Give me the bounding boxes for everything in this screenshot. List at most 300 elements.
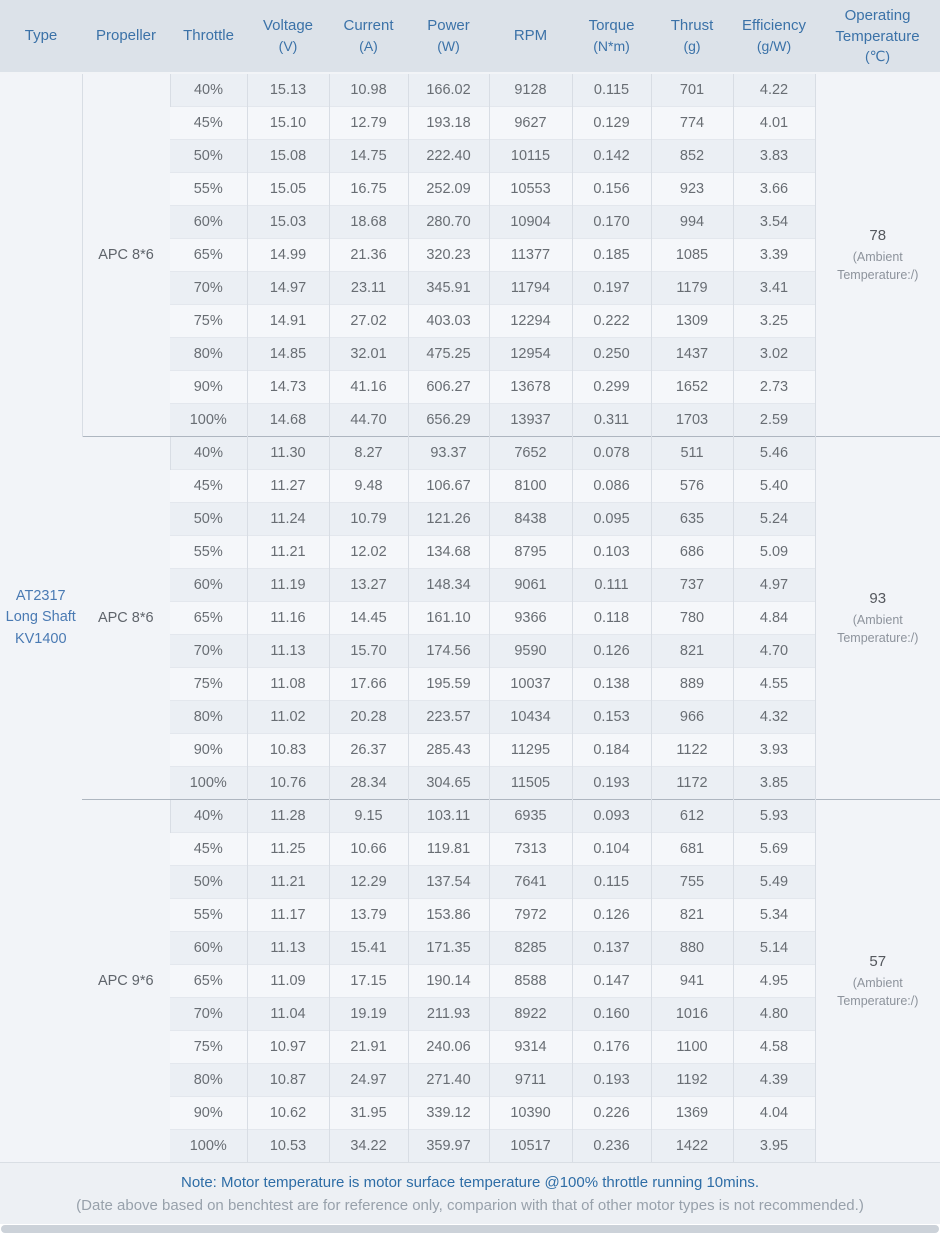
- cell-efficiency: 3.41: [733, 271, 815, 304]
- cell-torque: 0.129: [572, 106, 651, 139]
- cell-throttle: 70%: [170, 271, 247, 304]
- cell-torque: 0.147: [572, 964, 651, 997]
- cell-torque: 0.126: [572, 634, 651, 667]
- cell-voltage: 14.91: [247, 304, 329, 337]
- cell-rpm: 10553: [489, 172, 572, 205]
- col-header-power: [408, 0, 489, 73]
- cell-throttle: 90%: [170, 733, 247, 766]
- cell-throttle: 50%: [170, 865, 247, 898]
- cell-power: 174.56: [408, 634, 489, 667]
- cell-efficiency: 5.49: [733, 865, 815, 898]
- cell-power: 93.37: [408, 436, 489, 469]
- cell-throttle: 40%: [170, 799, 247, 832]
- cell-throttle: 65%: [170, 964, 247, 997]
- cell-torque: 0.118: [572, 601, 651, 634]
- cell-current: 10.98: [329, 73, 408, 106]
- cell-rpm: 11794: [489, 271, 572, 304]
- col-header-label: Propeller: [95, 26, 157, 44]
- cell-current: 24.97: [329, 1063, 408, 1096]
- cell-efficiency: 3.39: [733, 238, 815, 271]
- cell-throttle: 75%: [170, 667, 247, 700]
- cell-torque: 0.115: [572, 73, 651, 106]
- cell-throttle: 45%: [170, 469, 247, 502]
- cell-efficiency: 3.02: [733, 337, 815, 370]
- cell-voltage: 14.73: [247, 370, 329, 403]
- col-header-label: Voltage: [262, 17, 314, 35]
- cell-efficiency: 4.84: [733, 601, 815, 634]
- cell-current: 17.15: [329, 964, 408, 997]
- cell-thrust: 1016: [651, 997, 733, 1030]
- cell-torque: 0.138: [572, 667, 651, 700]
- table-row: [0, 436, 940, 469]
- cell-efficiency: 3.25: [733, 304, 815, 337]
- col-header-thrust: [651, 0, 733, 73]
- cell-power: 153.86: [408, 898, 489, 931]
- cell-thrust: 1192: [651, 1063, 733, 1096]
- cell-thrust: 737: [651, 568, 733, 601]
- cell-thrust: 821: [651, 634, 733, 667]
- cell-current: 27.02: [329, 304, 408, 337]
- cell-power: 280.70: [408, 205, 489, 238]
- cell-torque: 0.137: [572, 931, 651, 964]
- cell-power: 252.09: [408, 172, 489, 205]
- cell-torque: 0.170: [572, 205, 651, 238]
- cell-power: 190.14: [408, 964, 489, 997]
- cell-efficiency: 5.69: [733, 832, 815, 865]
- col-header-unit: (℃): [864, 47, 891, 64]
- cell-rpm: 10037: [489, 667, 572, 700]
- cell-thrust: 1172: [651, 766, 733, 799]
- temperature-value: 93: [869, 590, 887, 608]
- cell-current: 13.27: [329, 568, 408, 601]
- cell-torque: 0.086: [572, 469, 651, 502]
- col-header-unit: (g): [683, 37, 701, 54]
- cell-efficiency: 5.34: [733, 898, 815, 931]
- col-header-label: Throttle: [183, 26, 234, 44]
- col-header-unit: (N*m): [593, 37, 630, 54]
- cell-voltage: 11.19: [247, 568, 329, 601]
- cell-thrust: 1437: [651, 337, 733, 370]
- cell-current: 34.22: [329, 1129, 408, 1162]
- cell-efficiency: 4.01: [733, 106, 815, 139]
- type-line: AT2317: [15, 588, 66, 605]
- cell-throttle: 80%: [170, 1063, 247, 1096]
- cell-thrust: 1085: [651, 238, 733, 271]
- cell-rpm: 8438: [489, 502, 572, 535]
- cell-torque: 0.197: [572, 271, 651, 304]
- cell-power: 121.26: [408, 502, 489, 535]
- cell-current: 32.01: [329, 337, 408, 370]
- cell-efficiency: 3.66: [733, 172, 815, 205]
- cell-thrust: 1100: [651, 1030, 733, 1063]
- header-row: [0, 0, 940, 73]
- cell-voltage: 11.16: [247, 601, 329, 634]
- cell-voltage: 11.21: [247, 865, 329, 898]
- temperature-cell: [815, 73, 940, 436]
- cell-throttle: 75%: [170, 1030, 247, 1063]
- cell-current: 12.79: [329, 106, 408, 139]
- temperature-cell: [815, 799, 940, 1162]
- cell-thrust: 1703: [651, 403, 733, 436]
- cell-rpm: 7972: [489, 898, 572, 931]
- cell-current: 12.02: [329, 535, 408, 568]
- cell-torque: 0.184: [572, 733, 651, 766]
- cell-power: 359.97: [408, 1129, 489, 1162]
- cell-thrust: 780: [651, 601, 733, 634]
- cell-rpm: 11295: [489, 733, 572, 766]
- cell-current: 15.41: [329, 931, 408, 964]
- cell-rpm: 9061: [489, 568, 572, 601]
- cell-current: 41.16: [329, 370, 408, 403]
- cell-throttle: 80%: [170, 700, 247, 733]
- cell-throttle: 100%: [170, 766, 247, 799]
- cell-thrust: 774: [651, 106, 733, 139]
- cell-efficiency: 3.95: [733, 1129, 815, 1162]
- col-header-label: Torque: [588, 17, 635, 35]
- cell-efficiency: 3.83: [733, 139, 815, 172]
- cell-throttle: 90%: [170, 370, 247, 403]
- cell-power: 148.34: [408, 568, 489, 601]
- cell-voltage: 11.17: [247, 898, 329, 931]
- cell-power: 475.25: [408, 337, 489, 370]
- col-header-propeller: [82, 0, 170, 73]
- cell-rpm: 9314: [489, 1030, 572, 1063]
- cell-torque: 0.126: [572, 898, 651, 931]
- cell-efficiency: 3.54: [733, 205, 815, 238]
- cell-power: 656.29: [408, 403, 489, 436]
- cell-torque: 0.193: [572, 766, 651, 799]
- type-line: Long Shaft: [5, 609, 76, 626]
- cell-efficiency: 4.70: [733, 634, 815, 667]
- cell-voltage: 14.85: [247, 337, 329, 370]
- cell-torque: 0.095: [572, 502, 651, 535]
- cell-rpm: 6935: [489, 799, 572, 832]
- col-header-voltage: [247, 0, 329, 73]
- cell-voltage: 15.13: [247, 73, 329, 106]
- cell-voltage: 11.28: [247, 799, 329, 832]
- col-header-label: Efficiency: [742, 17, 806, 35]
- col-header-label: Type: [24, 26, 58, 44]
- cell-power: 240.06: [408, 1030, 489, 1063]
- cell-power: 606.27: [408, 370, 489, 403]
- cell-torque: 0.176: [572, 1030, 651, 1063]
- cell-rpm: 10517: [489, 1129, 572, 1162]
- cell-rpm: 7313: [489, 832, 572, 865]
- cell-thrust: 821: [651, 898, 733, 931]
- cell-current: 8.27: [329, 436, 408, 469]
- cell-thrust: 612: [651, 799, 733, 832]
- cell-voltage: 10.53: [247, 1129, 329, 1162]
- col-header-unit: (V): [278, 37, 298, 54]
- cell-current: 19.19: [329, 997, 408, 1030]
- col-header-label: Current: [343, 17, 394, 35]
- cell-efficiency: 4.97: [733, 568, 815, 601]
- cell-thrust: 880: [651, 931, 733, 964]
- footnote-line2: (Date above based on benchtest are for reference only, comparion with that of other motor types is not recommended.): [76, 1196, 864, 1214]
- cell-thrust: 1422: [651, 1129, 733, 1162]
- cell-power: 211.93: [408, 997, 489, 1030]
- cell-torque: 0.093: [572, 799, 651, 832]
- cell-throttle: 50%: [170, 139, 247, 172]
- cell-current: 31.95: [329, 1096, 408, 1129]
- cell-power: 304.65: [408, 766, 489, 799]
- cell-throttle: 40%: [170, 73, 247, 106]
- cell-power: 193.18: [408, 106, 489, 139]
- cell-current: 18.68: [329, 205, 408, 238]
- cell-throttle: 65%: [170, 601, 247, 634]
- table-header: [0, 0, 940, 73]
- cell-throttle: 55%: [170, 172, 247, 205]
- col-header-unit: (g/W): [756, 37, 792, 54]
- cell-power: 103.11: [408, 799, 489, 832]
- cell-rpm: 12954: [489, 337, 572, 370]
- cell-thrust: 1309: [651, 304, 733, 337]
- cell-throttle: 100%: [170, 1129, 247, 1162]
- cell-voltage: 11.25: [247, 832, 329, 865]
- cell-throttle: 60%: [170, 205, 247, 238]
- cell-current: 28.34: [329, 766, 408, 799]
- cell-rpm: 13678: [489, 370, 572, 403]
- cell-torque: 0.104: [572, 832, 651, 865]
- cell-throttle: 40%: [170, 436, 247, 469]
- cell-thrust: 635: [651, 502, 733, 535]
- cell-voltage: 11.09: [247, 964, 329, 997]
- cell-torque: 0.103: [572, 535, 651, 568]
- cell-torque: 0.185: [572, 238, 651, 271]
- cell-thrust: 923: [651, 172, 733, 205]
- cell-torque: 0.115: [572, 865, 651, 898]
- cell-thrust: 1369: [651, 1096, 733, 1129]
- cell-voltage: 11.04: [247, 997, 329, 1030]
- col-header-label: Operating Temperature: [835, 7, 920, 45]
- cell-voltage: 11.02: [247, 700, 329, 733]
- cell-throttle: 80%: [170, 337, 247, 370]
- cell-rpm: 11505: [489, 766, 572, 799]
- ambient-temperature-note: (Ambient Temperature:/): [837, 975, 919, 1008]
- col-header-label: RPM: [513, 26, 548, 44]
- cell-thrust: 889: [651, 667, 733, 700]
- col-header-unit: (A): [359, 37, 378, 54]
- cell-throttle: 70%: [170, 634, 247, 667]
- cell-thrust: 1179: [651, 271, 733, 304]
- cell-rpm: 9128: [489, 73, 572, 106]
- cell-thrust: 681: [651, 832, 733, 865]
- cell-rpm: 13937: [489, 403, 572, 436]
- cell-torque: 0.250: [572, 337, 651, 370]
- cell-voltage: 10.87: [247, 1063, 329, 1096]
- cell-torque: 0.160: [572, 997, 651, 1030]
- cell-current: 20.28: [329, 700, 408, 733]
- col-header-label: Thrust: [670, 17, 714, 35]
- cell-efficiency: 5.09: [733, 535, 815, 568]
- cell-torque: 0.153: [572, 700, 651, 733]
- cell-rpm: 8285: [489, 931, 572, 964]
- cell-voltage: 15.03: [247, 205, 329, 238]
- footnote-line1: Note: Motor temperature is motor surface temperature @100% throttle running 10mins.: [181, 1174, 759, 1191]
- cell-efficiency: 2.73: [733, 370, 815, 403]
- cell-efficiency: 3.93: [733, 733, 815, 766]
- cell-power: 403.03: [408, 304, 489, 337]
- cell-efficiency: 4.80: [733, 997, 815, 1030]
- cell-efficiency: 4.55: [733, 667, 815, 700]
- cell-throttle: 55%: [170, 898, 247, 931]
- cell-power: 134.68: [408, 535, 489, 568]
- cell-rpm: 11377: [489, 238, 572, 271]
- temperature-value: 57: [869, 953, 887, 971]
- col-header-throttle: [170, 0, 247, 73]
- cell-throttle: 60%: [170, 568, 247, 601]
- cell-voltage: 11.08: [247, 667, 329, 700]
- cell-current: 12.29: [329, 865, 408, 898]
- cell-power: 195.59: [408, 667, 489, 700]
- cell-power: 166.02: [408, 73, 489, 106]
- cell-power: 339.12: [408, 1096, 489, 1129]
- cell-efficiency: 4.58: [733, 1030, 815, 1063]
- cell-torque: 0.078: [572, 436, 651, 469]
- cell-current: 14.45: [329, 601, 408, 634]
- cell-throttle: 60%: [170, 931, 247, 964]
- cell-voltage: 11.13: [247, 634, 329, 667]
- cell-torque: 0.226: [572, 1096, 651, 1129]
- cell-thrust: 511: [651, 436, 733, 469]
- cell-torque: 0.222: [572, 304, 651, 337]
- cell-thrust: 576: [651, 469, 733, 502]
- cell-current: 9.15: [329, 799, 408, 832]
- cell-throttle: 50%: [170, 502, 247, 535]
- cell-thrust: 701: [651, 73, 733, 106]
- cell-rpm: 7652: [489, 436, 572, 469]
- cell-rpm: 8795: [489, 535, 572, 568]
- cell-throttle: 75%: [170, 304, 247, 337]
- cell-current: 14.75: [329, 139, 408, 172]
- cell-voltage: 11.24: [247, 502, 329, 535]
- cell-current: 21.36: [329, 238, 408, 271]
- cell-current: 9.48: [329, 469, 408, 502]
- cell-voltage: 10.76: [247, 766, 329, 799]
- cell-efficiency: 3.85: [733, 766, 815, 799]
- cell-efficiency: 5.14: [733, 931, 815, 964]
- cell-power: 171.35: [408, 931, 489, 964]
- cell-power: 222.40: [408, 139, 489, 172]
- col-header-label: Power: [427, 17, 470, 35]
- cell-throttle: 90%: [170, 1096, 247, 1129]
- table-row: [0, 73, 940, 106]
- cell-throttle: 100%: [170, 403, 247, 436]
- cell-efficiency: 2.59: [733, 403, 815, 436]
- cell-rpm: 9627: [489, 106, 572, 139]
- cell-throttle: 45%: [170, 832, 247, 865]
- cell-throttle: 70%: [170, 997, 247, 1030]
- col-header-operating_temperature: [815, 0, 940, 73]
- cell-efficiency: 4.95: [733, 964, 815, 997]
- cell-current: 44.70: [329, 403, 408, 436]
- cell-rpm: 10390: [489, 1096, 572, 1129]
- cell-torque: 0.193: [572, 1063, 651, 1096]
- cell-rpm: 8922: [489, 997, 572, 1030]
- cell-voltage: 15.10: [247, 106, 329, 139]
- cell-rpm: 10434: [489, 700, 572, 733]
- propeller-cell: APC 8*6: [82, 73, 170, 436]
- cell-thrust: 1652: [651, 370, 733, 403]
- ambient-temperature-note: (Ambient Temperature:/): [837, 612, 919, 645]
- cell-voltage: 14.99: [247, 238, 329, 271]
- cell-current: 15.70: [329, 634, 408, 667]
- cell-thrust: 755: [651, 865, 733, 898]
- table-row: [0, 799, 940, 832]
- cell-voltage: 11.27: [247, 469, 329, 502]
- cell-voltage: 11.30: [247, 436, 329, 469]
- type-cell: [0, 73, 82, 1162]
- cell-torque: 0.311: [572, 403, 651, 436]
- cell-voltage: 10.97: [247, 1030, 329, 1063]
- cell-power: 161.10: [408, 601, 489, 634]
- propeller-cell: APC 9*6: [82, 799, 170, 1162]
- type-line: KV1400: [14, 630, 67, 647]
- cell-current: 26.37: [329, 733, 408, 766]
- cell-power: 119.81: [408, 832, 489, 865]
- table-footnote: [0, 1162, 940, 1224]
- cell-power: 223.57: [408, 700, 489, 733]
- cell-throttle: 65%: [170, 238, 247, 271]
- col-header-efficiency: [733, 0, 815, 73]
- scrollbar-track[interactable]: [1, 1225, 939, 1233]
- col-header-torque: [572, 0, 651, 73]
- cell-thrust: 686: [651, 535, 733, 568]
- cell-voltage: 14.68: [247, 403, 329, 436]
- cell-efficiency: 5.24: [733, 502, 815, 535]
- cell-voltage: 10.62: [247, 1096, 329, 1129]
- cell-voltage: 15.05: [247, 172, 329, 205]
- cell-voltage: 11.21: [247, 535, 329, 568]
- cell-rpm: 9366: [489, 601, 572, 634]
- cell-throttle: 55%: [170, 535, 247, 568]
- cell-thrust: 1122: [651, 733, 733, 766]
- cell-power: 137.54: [408, 865, 489, 898]
- cell-current: 13.79: [329, 898, 408, 931]
- cell-efficiency: 5.46: [733, 436, 815, 469]
- temperature-cell: [815, 436, 940, 799]
- cell-power: 271.40: [408, 1063, 489, 1096]
- temperature-value: 78: [869, 227, 887, 245]
- cell-rpm: 8100: [489, 469, 572, 502]
- cell-torque: 0.299: [572, 370, 651, 403]
- cell-current: 23.11: [329, 271, 408, 304]
- cell-current: 10.79: [329, 502, 408, 535]
- col-header-current: [329, 0, 408, 73]
- cell-current: 17.66: [329, 667, 408, 700]
- cell-power: 285.43: [408, 733, 489, 766]
- cell-rpm: 9711: [489, 1063, 572, 1096]
- cell-rpm: 10904: [489, 205, 572, 238]
- cell-current: 21.91: [329, 1030, 408, 1063]
- cell-efficiency: 5.40: [733, 469, 815, 502]
- cell-voltage: 15.08: [247, 139, 329, 172]
- cell-efficiency: 5.93: [733, 799, 815, 832]
- cell-rpm: 10115: [489, 139, 572, 172]
- cell-thrust: 994: [651, 205, 733, 238]
- propeller-cell: APC 8*6: [82, 436, 170, 799]
- cell-torque: 0.142: [572, 139, 651, 172]
- ambient-temperature-note: (Ambient Temperature:/): [837, 249, 919, 282]
- cell-rpm: 8588: [489, 964, 572, 997]
- cell-torque: 0.156: [572, 172, 651, 205]
- cell-efficiency: 4.39: [733, 1063, 815, 1096]
- cell-torque: 0.111: [572, 568, 651, 601]
- cell-current: 10.66: [329, 832, 408, 865]
- cell-thrust: 966: [651, 700, 733, 733]
- cell-voltage: 10.83: [247, 733, 329, 766]
- table-body: [0, 73, 940, 1162]
